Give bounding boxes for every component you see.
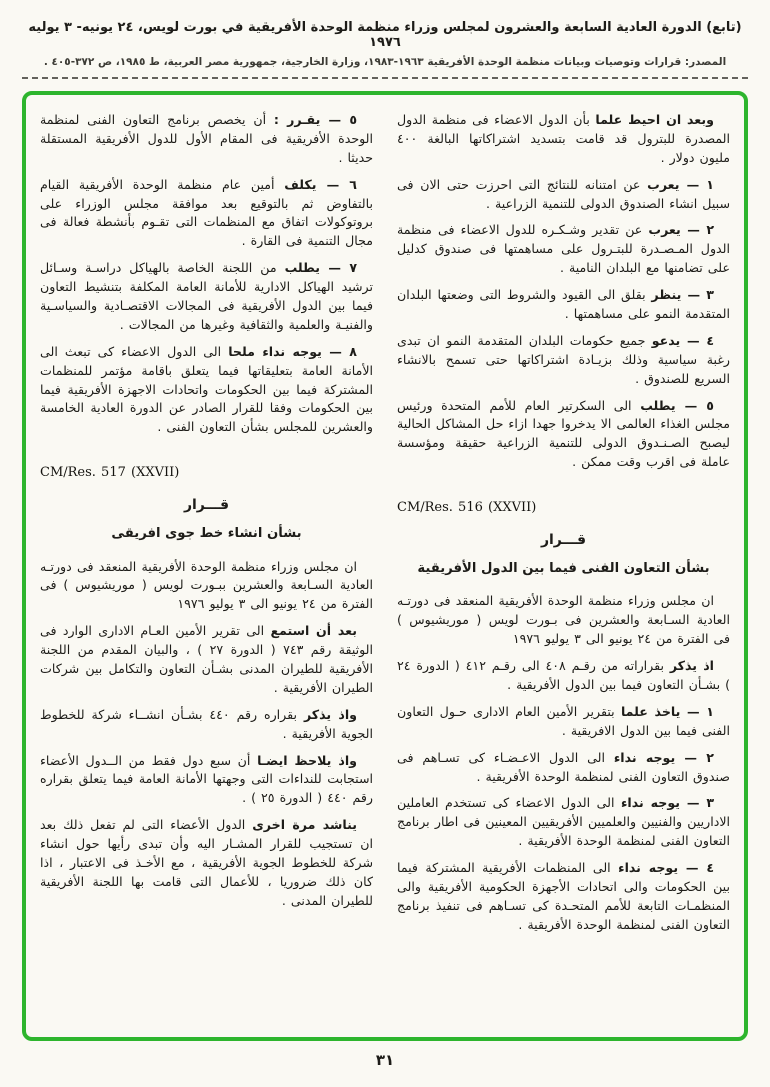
item-lead: ٤ — يدعو bbox=[651, 332, 714, 348]
paragraph-text: أن سبع دول فقط من الــدول الأعضاء استجابت للنداءات التى وجهتها الأمانة العامة فيما يتعلق بقراره رقم ٤٤٠ ( الدورة ٢٥ ) . bbox=[40, 752, 373, 806]
numbered-item-7l bbox=[40, 259, 373, 335]
two-column-layout bbox=[40, 111, 730, 1029]
header-source-line: المصدر: قرارات وتوصيات وبيانات منظمة الوحدة الأفريقية ١٩٦٣-١٩٨٣، وزارة الخارجية، جمهورية مصر العربية، ط ١٩٨٥، ص ٣٧٢-٤٠٥ . bbox=[43, 56, 727, 68]
numbered-item-3 bbox=[397, 286, 730, 324]
resolution-heard-report bbox=[40, 622, 373, 698]
item-text: من اللجنة الخاصة بالهياكل دراسـة وسـائل ترشيد الهياكل الادارية للأمانة العامة المكلفة بتنشيط التعاون فيما بين الدول الأفريقية فى المجالات الاقتصـادية والسياسـية والفنيـة والعلمية والثقافية وغيرها من المجالات . bbox=[40, 260, 373, 332]
item-text: أن يخصص برنامج التعاون الفنى لمنظمة الوحدة الأفريقية فى المقام الأول للدول الأفريقية المستقلة حديثا . bbox=[40, 112, 373, 165]
numbered-item-6l bbox=[40, 176, 373, 252]
numbered-item-1 bbox=[397, 176, 730, 214]
item-lead: ٤ — يوجه نداء bbox=[618, 860, 714, 876]
item-text: بقلق الى القيود والشروط التى وضعتها البلدان المتقدمة النمو على مساهمتها . bbox=[397, 287, 730, 322]
paragraph-lead: يناشد مرة اخرى bbox=[252, 817, 357, 833]
numbered-item-1b bbox=[397, 703, 730, 741]
resolution-title-516: بشأن التعاون الفنى فيما بين الدول الأفريقية bbox=[417, 560, 710, 576]
item-lead: ٢ — يوجه نداء bbox=[613, 749, 714, 765]
item-text: الى الدول الاعـضـاء كى تسـاهم فى صندوق التعاون الفنى لمنظمة الوحدة الأفريقية . bbox=[397, 749, 730, 784]
green-border-frame bbox=[22, 91, 748, 1041]
paragraph-text: ان مجلس وزراء منظمة الوحدة الأفريقية المنعقد فى دورتـه العادية السـابعة والعشرين ببـورت لويس ( موريشيوس ) فى الفترة من ٢٤ يونيو الى ٣ يوليو ١٩٧٦ bbox=[40, 558, 373, 612]
resolution-notes bbox=[40, 752, 373, 809]
paragraph-lead: بعد أن استمع bbox=[270, 623, 357, 639]
resolution-recall bbox=[40, 706, 373, 744]
paragraph-text: بقراراته من رقـم ٤٠٨ الى رقـم ٤١٢ ( الدورة ٢٤ ) بشـأن التعاون فيما بين الدول الأفريقية . bbox=[397, 658, 730, 692]
resolution-recall bbox=[397, 657, 730, 695]
item-text: الى السكرتير العام للأمم المتحدة ورئيس مجلس الغذاء العالمى الا يدخروا جهدا ازاء حل المشاكل الحالية ليصبح الصـنـدوق الدولى للتنمية الزراعية حقيقة ومؤسسة عاملة فى اقرب وقت ممكن . bbox=[397, 397, 730, 470]
numbered-item-8l bbox=[40, 343, 373, 437]
item-text: عن تقدير وشـكـره للدول الاعضاء فى منظمة الدول المـصـدرة للبتـرول على مساهمتها فى صندوق كدليل على تضامنها مع البلدان النامية . bbox=[397, 222, 730, 276]
paragraph-text: بأن الدول الاعضاء فى منظمة الدول المصدرة للبترول قد قامت بتسديد اشتراكاتها البالغة ٤٠٠ مليون دولار . bbox=[397, 112, 730, 165]
item-text: عن امتنانه للنتائج التى احرزت حتى الان فى سبيل انشاء الصندوق الدولى للتنمية الزراعية . bbox=[397, 176, 730, 211]
item-lead: ٥ — يطلب bbox=[640, 397, 714, 413]
resolution-appeal bbox=[40, 816, 373, 910]
numbered-item-2 bbox=[397, 221, 730, 278]
item-text: جميع حكومات البلدان المتقدمة النمو ان تبدى رغبة سياسية وذلك بزيـادة اشتراكاتها حتى تسمح بالانشاء السريع للصندوق . bbox=[397, 332, 730, 386]
page-header bbox=[22, 16, 748, 79]
resolution-opening bbox=[40, 558, 373, 615]
resolution-heading: قـــرار bbox=[540, 531, 587, 548]
item-lead: ٥ — يقـرر : bbox=[273, 112, 357, 127]
item-lead: ٣ — يوجه نداء bbox=[620, 795, 714, 811]
item-text: الى المنظمات الأفريقية المشتركة فيما بين الحكومات والى اتحادات الأجهزة الحكومية الأفريقية والى المنظمـات التابعة للأمم المتحـدة كى تسـاهم فى تنفيذ برنامج التعاون الفنى لمنظمة الوحدة الأفريقية . bbox=[397, 860, 730, 932]
header-session-title: (تابع) الدورة العادية السابعة والعشرون لمجلس وزراء منظمة الوحدة الأفريقية في بورت لويس، ٢٤ يونيه- ٣ يوليه ١٩٧٦ bbox=[28, 20, 742, 50]
page-number: ٣١ bbox=[375, 1051, 395, 1069]
paragraph-lead: وبعد ان احيط علما bbox=[595, 112, 714, 127]
resolution-opening bbox=[397, 592, 730, 649]
numbered-item-5 bbox=[397, 397, 730, 473]
item-text: أمين عام منظمة الوحدة الأفريقية القيام بالتفاوض ثم بالتوقيع بعد موافقة مجلس الوزراء على بروتوكولات اتفاق مع المنظمات التى تقـوم بأنشطة فعالة فى مجال التنمية فى القارة . bbox=[40, 176, 373, 249]
resolution-title-517: بشأن انشاء خط جوى افريقى bbox=[111, 525, 302, 541]
numbered-item-3b bbox=[397, 794, 730, 851]
paragraph-text: الدول الأعضاء التى لم تفعل ذلك بعد ان تستجيب للقرار المشـار اليه وأن تبدى رأيها حول انشاء شركة للخطوط الجوية الأفريقية ، مع الأخـذ فى الاعتبار ، اذا كان ذلك ضروريا ، للأعمال التى قامت بها اللجنة الأفريقية للطيران المدنى . bbox=[40, 817, 373, 908]
item-text: الى الدول الاعضاء كى تبعث الى الأمانة العامة بتعليقاتها فيما يتعلق باقامة مؤتمر للمنظمات المشتركة فيما بين الحكومات واتحادات الاجهزة الأفريقية فيما بين الحكومات وفقا للقرار الصادر عن الدورة العادية الخامسة والعشرين للمجلس بشأن التعاون الفنى . bbox=[40, 343, 373, 435]
item-text: الى الدول الاعضاء كى تستخدم العاملين الاداريين والفنيين والعلميين الأفريقيين المعينين فى اطار برنامج التعاون الفنى لمنظمة الوحدة الأفريقية . bbox=[397, 795, 730, 849]
item-lead: ٢ — يعرب bbox=[648, 222, 714, 238]
paragraph-acknowledgement bbox=[397, 111, 730, 168]
column-left bbox=[40, 111, 373, 1029]
page-footer bbox=[22, 1051, 748, 1069]
column-right bbox=[397, 111, 730, 1029]
resolution-number-516: CM/Res. 516 (XXVII) bbox=[397, 500, 537, 516]
item-lead: ٧ — يطلب bbox=[284, 260, 357, 276]
resolution-number-517: CM/Res. 517 (XXVII) bbox=[40, 465, 180, 481]
paragraph-lead: واذ يلاحظ ايضـا bbox=[257, 752, 357, 768]
item-lead: ٨ — يوجه نداء ملحا bbox=[228, 343, 357, 359]
paragraph-lead: واذ يذكر bbox=[303, 706, 357, 722]
numbered-item-4b bbox=[397, 859, 730, 935]
numbered-item-4 bbox=[397, 332, 730, 389]
item-lead: ١ — يعرب bbox=[647, 176, 714, 192]
paragraph-text: ان مجلس وزراء منظمة الوحدة الأفريقية المنعقد فى دورتـه العادية السـابعة والعشرين فى بـورت لويس ( موريشيوس ) فى الفترة من ٢٤ يونيو الى ٣ يوليو ١٩٧٦ bbox=[397, 593, 730, 647]
item-lead: ١ — ياخذ علما bbox=[620, 703, 714, 719]
paragraph-text: بقراره رقم ٤٤٠ بشـأن انشــاء شركة للخطوط الجوية الأفريقية . bbox=[40, 706, 373, 741]
item-lead: ٦ — يكلف bbox=[284, 176, 357, 192]
item-lead: ٣ — ينظر bbox=[651, 287, 714, 303]
paragraph-text: الى تقرير الأمين العـام الادارى الوارد فى الوثيقة رقم ٧٤٣ ( الدورة ٢٧ ) ، والبيان المقدم من اللجنة الأفريقية للطيران المدنى بشـأن التعاون والتكامل بين شركات الطيران الأفريقية . bbox=[40, 623, 373, 695]
resolution-heading: قـــرار bbox=[183, 496, 230, 513]
paragraph-lead: اذ يذكر bbox=[669, 658, 714, 674]
numbered-item-2b bbox=[397, 749, 730, 787]
numbered-item-5l bbox=[40, 111, 373, 168]
item-text: بتقرير الأمين العام الادارى حـول التعاون الفنى فيما بين الدول الافريقية . bbox=[397, 703, 730, 738]
